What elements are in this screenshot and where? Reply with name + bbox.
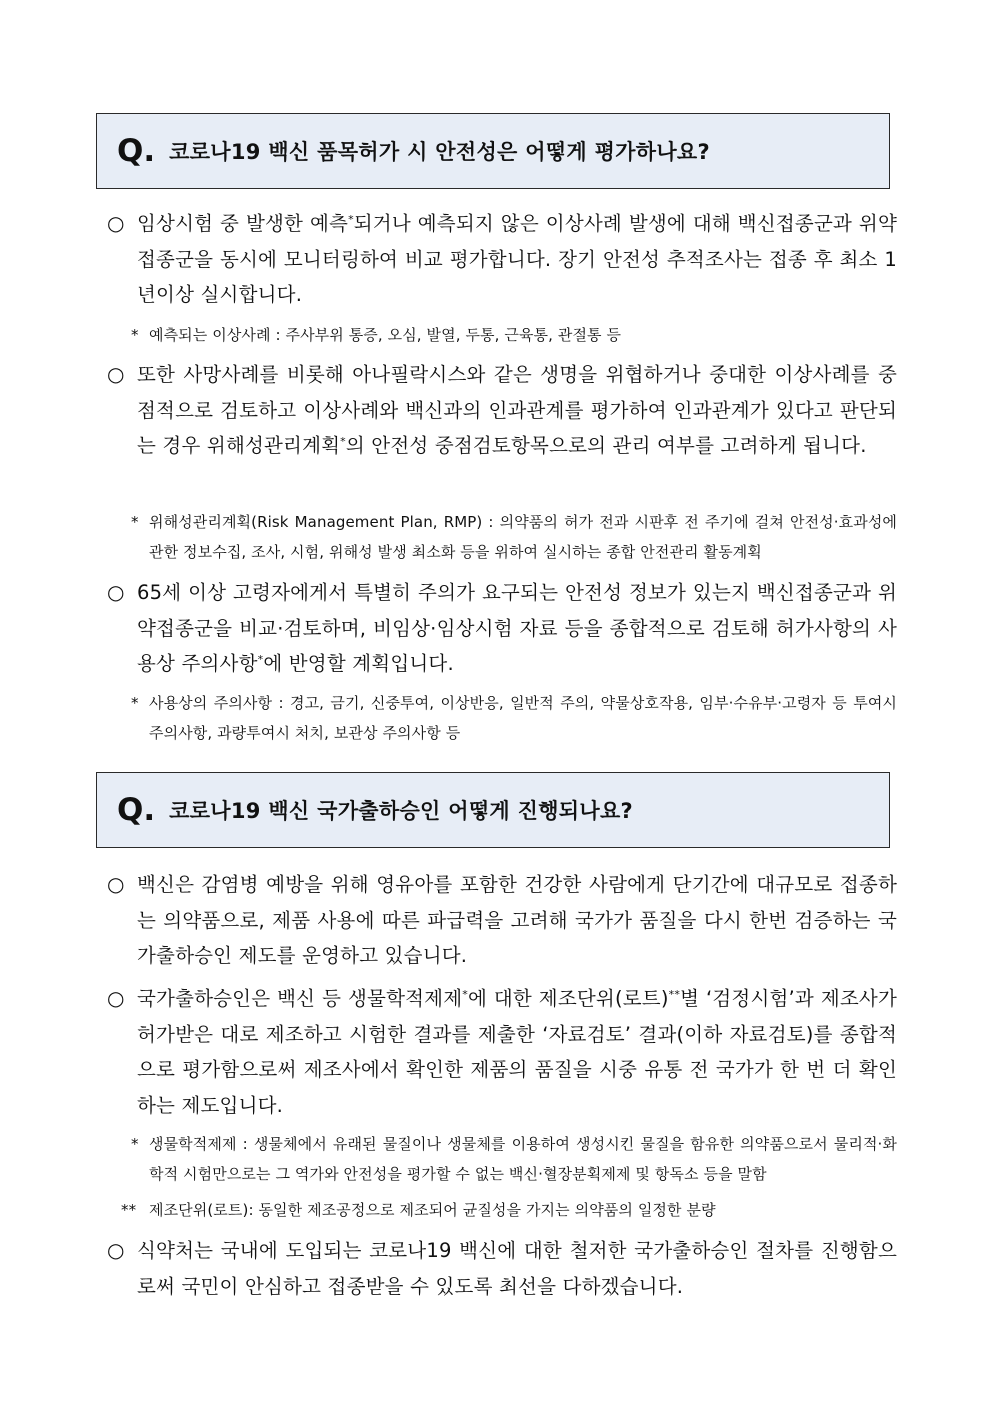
footnote bbox=[131, 507, 897, 567]
footnote bbox=[131, 688, 897, 748]
circle-bullet-icon: ○ bbox=[107, 986, 125, 1010]
question-title: 코로나19 백신 국가출하승인 어떻게 진행되나요? bbox=[169, 799, 634, 823]
footnote-mark: * bbox=[131, 326, 139, 344]
paragraph-text: 또한 사망사례를 비롯해 아나필락시스와 같은 생명을 위협하거나 중대한 이상사례를 중점적으로 검토하고 이상사례와 백신과의 인과관계를 평가하여 인과관계가 있다고 판단되는 경우 위해성관리계획*의 안전성 중점검토항목으로의 관리 여부를 고려하게 됩니다. bbox=[137, 363, 897, 457]
paragraph-text: 국가출하승인은 백신 등 생물학적제제*에 대한 제조단위(로트)**별 ‘검정시험’과 제조사가 허가받은 대로 제조하고 시험한 결과를 제출한 ‘자료검토’ 결과(이하 자료검토)를 종합적으로 평가함으로써 제조사에서 확인한 제품의 품질을 시중 유통 전 국가가 한 번 더 확인하는 제도입니다. bbox=[137, 987, 897, 1117]
footnote-text: 위해성관리계획(Risk Management Plan, RMP) : 의약품의 허가 전과 시판후 전 주기에 걸쳐 안전성·효과성에 관한 정보수집, 조사, 시험, 위해성 발생 최소화 등을 위하여 실시하는 종합 안전관리 활동계획 bbox=[149, 513, 897, 561]
paragraph-text: 백신은 감염병 예방을 위해 영유아를 포함한 건강한 사람에게 단기간에 대규모로 접종하는 의약품으로, 제품 사용에 따른 파급력을 고려해 국가가 품질을 다시 한번 검증하는 국가출하승인 제도를 운영하고 있습니다. bbox=[137, 873, 897, 967]
footnote-mark: * bbox=[131, 694, 139, 712]
paragraph bbox=[107, 575, 897, 682]
footnote bbox=[131, 320, 897, 350]
paragraph bbox=[107, 357, 897, 464]
q-mark: Q. bbox=[117, 792, 156, 828]
paragraph bbox=[107, 981, 897, 1123]
footnote-text: 사용상의 주의사항 : 경고, 금기, 신중투여, 이상반응, 일반적 주의, 약물상호작용, 임부·수유부·고령자 등 투여시 주의사항, 과량투여시 처치, 보관상 주의사항 등 bbox=[149, 694, 897, 742]
question-box-2 bbox=[96, 772, 890, 848]
circle-bullet-icon: ○ bbox=[107, 1238, 125, 1262]
circle-bullet-icon: ○ bbox=[107, 580, 125, 604]
footnote-text: 예측되는 이상사례 : 주사부위 통증, 오심, 발열, 두통, 근육통, 관절통 등 bbox=[149, 326, 622, 344]
circle-bullet-icon: ○ bbox=[107, 211, 125, 235]
footnote-text: 생물학적제제 : 생물체에서 유래된 물질이나 생물체를 이용하여 생성시킨 물질을 함유한 의약품으로서 물리적·화학적 시험만으로는 그 역가와 안전성을 평가할 수 없는 백신·혈장분획제제 및 항독소 등을 말함 bbox=[149, 1135, 897, 1183]
paragraph-text: 65세 이상 고령자에게서 특별히 주의가 요구되는 안전성 정보가 있는지 백신접종군과 위약접종군을 비교·검토하며, 비임상·임상시험 자료 등을 종합적으로 검토해 허가사항의 사용상 주의사항*에 반영할 계획입니다. bbox=[137, 581, 897, 675]
paragraph-text: 식약처는 국내에 도입되는 코로나19 백신에 대한 철저한 국가출하승인 절차를 진행함으로써 국민이 안심하고 접종받을 수 있도록 최선을 다하겠습니다. bbox=[137, 1239, 897, 1298]
footnote-mark: * bbox=[131, 1135, 139, 1153]
footnote-mark: ** bbox=[121, 1201, 137, 1219]
footnote bbox=[121, 1195, 897, 1225]
paragraph bbox=[107, 867, 897, 974]
paragraph-text: 임상시험 중 발생한 예측*되거나 예측되지 않은 이상사례 발생에 대해 백신접종군과 위약접종군을 동시에 모니터링하여 비교 평가합니다. 장기 안전성 추적조사는 접종 후 최소 1년이상 실시합니다. bbox=[137, 212, 897, 306]
footnote-mark: * bbox=[131, 513, 139, 531]
footnote-text: 제조단위(로트): 동일한 제조공정으로 제조되어 균질성을 가지는 의약품의 일정한 분량 bbox=[149, 1201, 716, 1219]
circle-bullet-icon: ○ bbox=[107, 362, 125, 386]
question-box-1 bbox=[96, 113, 890, 189]
q-mark: Q. bbox=[117, 133, 156, 169]
circle-bullet-icon: ○ bbox=[107, 872, 125, 896]
footnote bbox=[131, 1129, 897, 1189]
question-title: 코로나19 백신 품목허가 시 안전성은 어떻게 평가하나요? bbox=[169, 140, 711, 164]
paragraph bbox=[107, 206, 897, 313]
paragraph bbox=[107, 1233, 897, 1304]
